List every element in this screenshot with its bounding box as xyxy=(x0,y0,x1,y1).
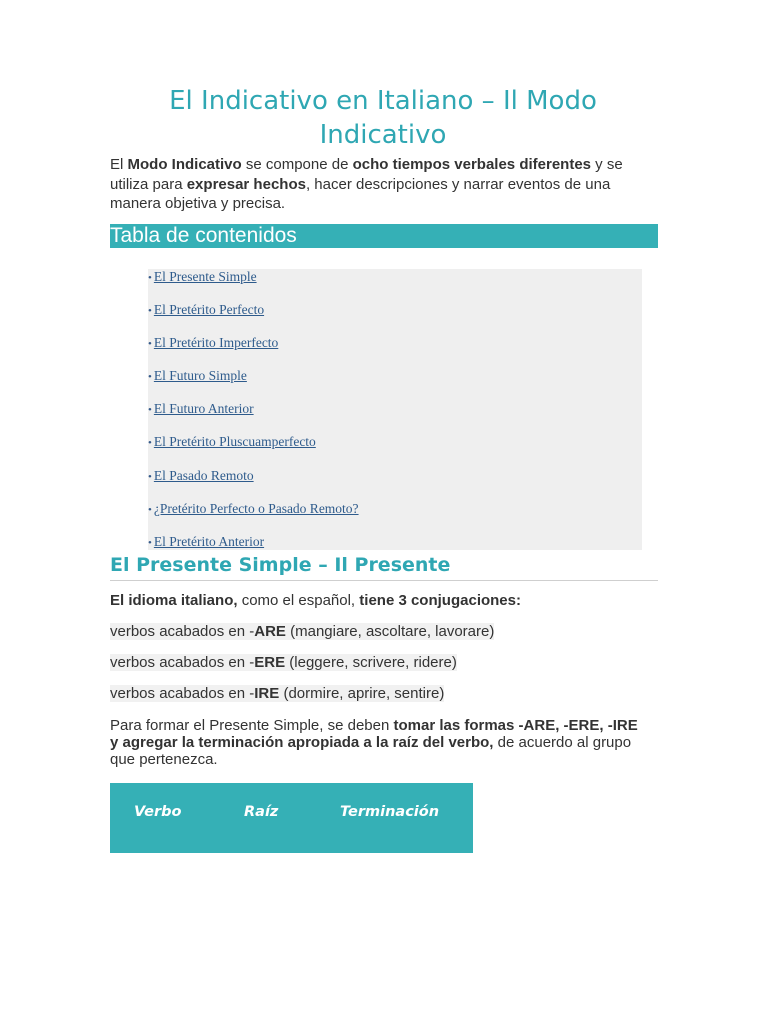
bullet-icon: • xyxy=(148,305,152,317)
toc-link-preterito-anterior[interactable]: El Pretérito Anterior xyxy=(153,534,265,549)
page-title: El Indicativo en Italiano – Il Modo Indicativo xyxy=(169,86,597,150)
bold-text: tiene 3 conjugaciones: xyxy=(359,592,521,609)
ending-bold: IRE xyxy=(254,685,280,702)
toc-box xyxy=(148,269,642,550)
toc-link-pasado-remoto[interactable]: El Pasado Remoto xyxy=(153,468,254,483)
ending-bold: ERE xyxy=(254,654,286,671)
highlight-text xyxy=(110,685,444,702)
plain-text: verbos acabados en - xyxy=(110,623,255,640)
plain-text: (mangiare, ascoltare, lavorare) xyxy=(285,623,495,640)
table-header-terminacion: Terminación xyxy=(340,804,440,820)
toc-link-preterito-imperfecto[interactable]: El Pretérito Imperfecto xyxy=(153,335,279,350)
bullet-icon: • xyxy=(148,471,152,483)
plain-text: como el español, xyxy=(237,592,360,609)
bullet-icon: • xyxy=(148,272,152,284)
toc-link-futuro-simple[interactable]: El Futuro Simple xyxy=(153,368,247,383)
intro-bold: ocho tiempos verbales diferentes xyxy=(352,156,592,173)
toc-link-futuro-anterior[interactable]: El Futuro Anterior xyxy=(153,401,254,416)
intro-bold: expresar hechos xyxy=(186,175,306,193)
toc-item xyxy=(148,368,247,385)
toc-item xyxy=(148,468,254,485)
intro-paragraph xyxy=(110,155,658,214)
toc-link-presente-simple[interactable]: El Presente Simple xyxy=(153,269,257,284)
bullet-icon: • xyxy=(148,437,152,449)
bullet-icon: • xyxy=(148,371,152,383)
toc-item xyxy=(148,269,257,286)
plain-text: (dormire, aprire, sentire) xyxy=(279,685,445,702)
conjugation-table-header xyxy=(110,783,473,853)
toc-header: Tabla de contenidos xyxy=(110,224,658,248)
toc-item xyxy=(148,501,359,518)
toc-link-perfecto-o-remoto[interactable]: ¿Pretérito Perfecto o Pasado Remoto? xyxy=(153,501,359,516)
plain-text: (leggere, scrivere, ridere) xyxy=(285,654,457,671)
plain-text: de acuerdo al grupo que pertenezca. xyxy=(110,734,632,768)
section-title: El Presente Simple – Il Presente xyxy=(110,553,658,581)
conjugations-intro xyxy=(110,592,521,609)
highlight-text xyxy=(110,654,457,671)
intro-text: , hacer descripciones y narrar eventos de una manera objetiva y precisa. xyxy=(110,175,611,212)
toc-link-preterito-perfecto[interactable]: El Pretérito Perfecto xyxy=(153,302,265,317)
bold-text: El idioma italiano, xyxy=(110,592,238,609)
toc-link-pluscuamperfecto[interactable]: El Pretérito Pluscuamperfecto xyxy=(153,434,316,449)
intro-bold: Modo Indicativo xyxy=(127,156,242,173)
ending-bold: ARE xyxy=(254,623,286,640)
formation-paragraph xyxy=(110,717,640,768)
bullet-icon: • xyxy=(148,504,152,516)
bullet-icon: • xyxy=(148,338,152,350)
toc-item xyxy=(148,335,278,352)
intro-text: y se utiliza para xyxy=(110,156,623,193)
toc-item xyxy=(148,534,264,550)
toc-item xyxy=(148,434,316,451)
plain-text: verbos acabados en - xyxy=(110,654,255,671)
conjugation-are xyxy=(110,623,494,640)
plain-text: verbos acabados en - xyxy=(110,685,255,702)
table-header-raiz: Raíz xyxy=(244,804,279,820)
table-header-verbo: Verbo xyxy=(134,804,182,820)
bullet-icon: • xyxy=(148,537,152,549)
intro-text: se compone de xyxy=(241,156,353,173)
toc-item xyxy=(148,401,254,418)
plain-text: Para formar el Presente Simple, se deben xyxy=(110,717,394,734)
conjugation-ire xyxy=(110,685,444,702)
bullet-icon: • xyxy=(148,404,152,416)
highlight-text xyxy=(110,623,494,640)
conjugation-ere xyxy=(110,654,457,671)
toc-item xyxy=(148,302,264,319)
intro-text: El xyxy=(110,156,128,173)
bold-text: tomar las formas -ARE, -ERE, -IRE y agregar la terminación apropiada a la raíz del verbo, xyxy=(110,717,638,751)
